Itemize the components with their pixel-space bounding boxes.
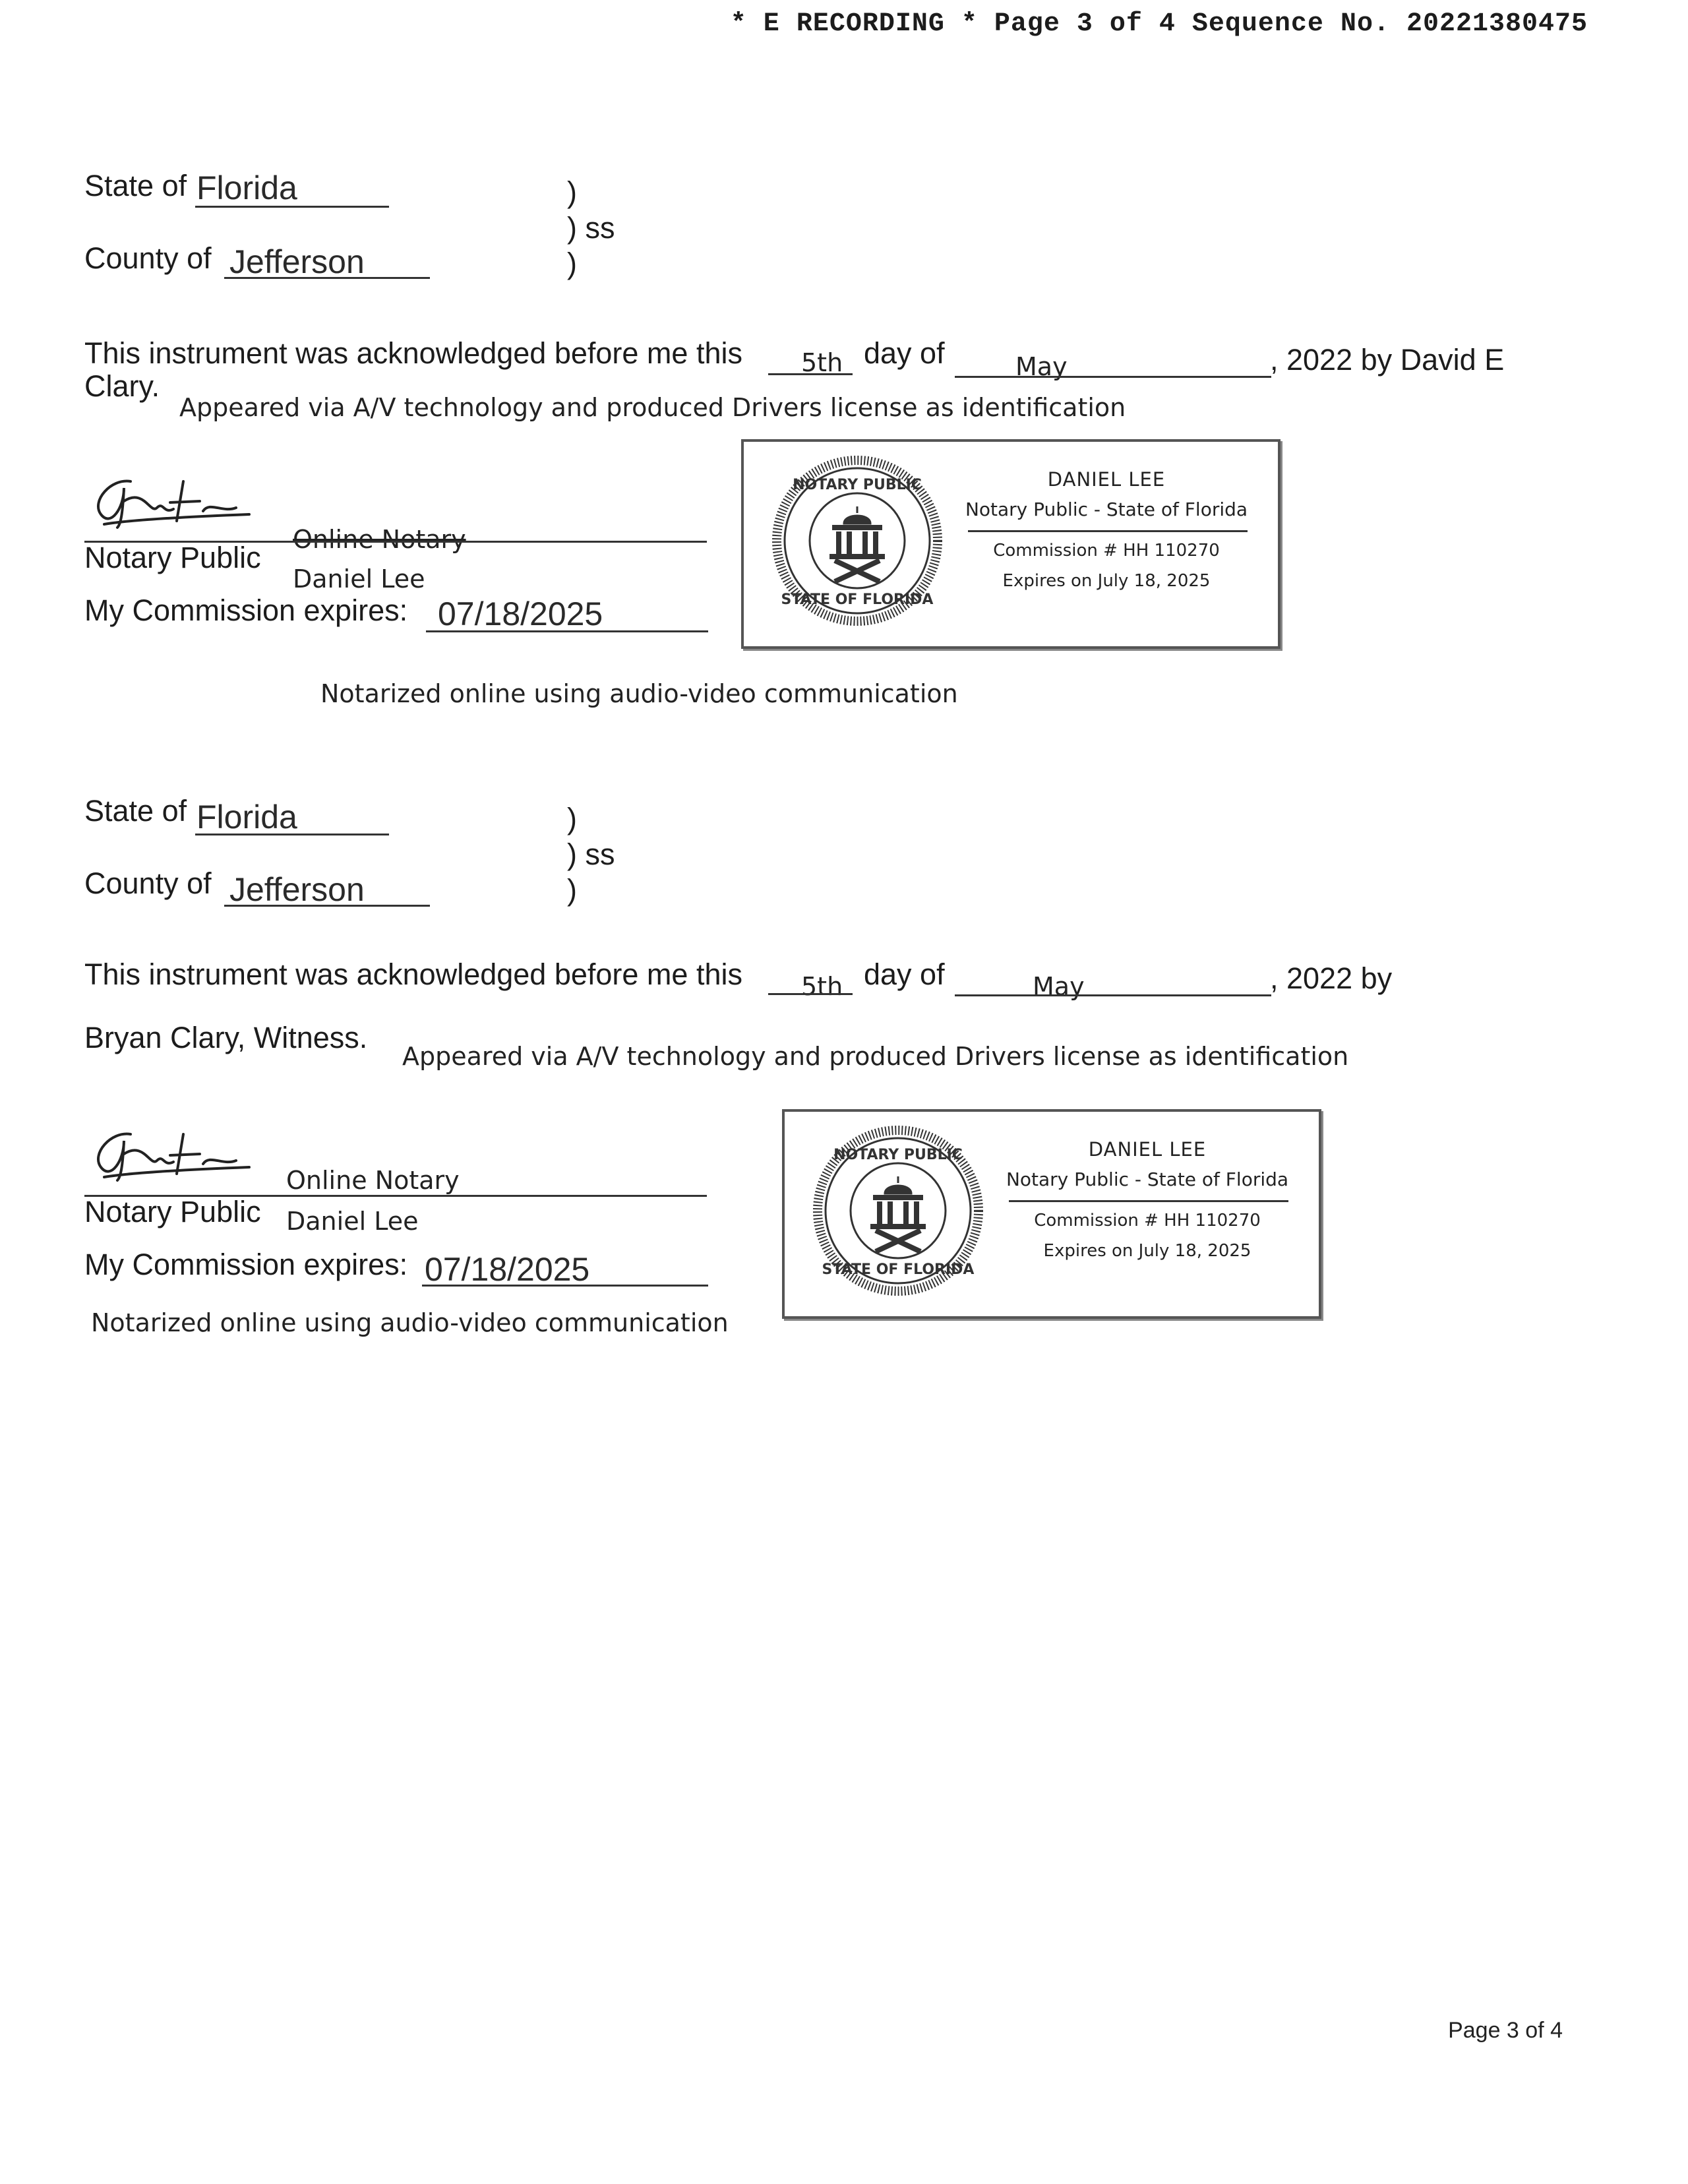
online-notary-label: Online Notary (293, 525, 466, 554)
seal-title: Notary Public - State of Florida (1006, 1168, 1289, 1190)
paren-bottom: ) (567, 873, 577, 907)
ss-label: ) ss (567, 211, 615, 245)
seal-commission: Commission # HH 110270 (993, 541, 1220, 561)
notary-name: Daniel Lee (293, 564, 425, 593)
commission-value: 07/18/2025 (438, 595, 603, 632)
ack-prefix: This instrument was acknowledged before me this (84, 957, 742, 991)
party-name: Clary. (84, 369, 160, 403)
county-label: County of (84, 241, 212, 275)
ack-prefix: This instrument was acknowledged before me this (84, 336, 742, 370)
county-value: Jefferson (229, 243, 365, 280)
page-number: Page 3 of 4 (1448, 2018, 1563, 2043)
recording-header: * E RECORDING * Page 3 of 4 Sequence No. 20221380475 (730, 9, 1588, 39)
seal-expires: Expires on July 18, 2025 (1043, 1241, 1251, 1261)
notary-seal (782, 1109, 1321, 1319)
seal-name: DANIEL LEE (1047, 468, 1166, 491)
month-value: May (1033, 972, 1085, 1001)
appeared-text: Appeared via A/V technology and produced Drivers license as identification (179, 393, 1126, 422)
state-label: State of (84, 169, 187, 202)
appeared-text: Appeared via A/V technology and produced Drivers license as identification (402, 1042, 1349, 1071)
county-label: County of (84, 866, 212, 900)
notary-name: Daniel Lee (286, 1207, 419, 1236)
online-notary-label: Online Notary (286, 1166, 460, 1195)
state-value: Florida (196, 799, 297, 835)
svg-text:NOTARY PUBLIC: NOTARY PUBLIC (833, 1147, 963, 1163)
paren-top: ) (567, 175, 577, 209)
state-value: Florida (196, 169, 297, 206)
year-by: , 2022 by David E (1270, 343, 1505, 377)
seal-title: Notary Public - State of Florida (965, 499, 1248, 520)
commission-label: My Commission expires: (84, 1248, 408, 1281)
day-of-label: day of (864, 957, 945, 991)
day-of-label: day of (864, 336, 945, 370)
day-value: 5th (801, 972, 843, 1001)
state-label: State of (84, 794, 187, 828)
notarized-online-text: Notarized online using audio-video communication (91, 1308, 729, 1337)
commission-label: My Commission expires: (84, 593, 408, 627)
svg-text:STATE OF FLORIDA: STATE OF FLORIDA (822, 1261, 975, 1278)
seal-expires: Expires on July 18, 2025 (1002, 571, 1211, 591)
notarized-online-text: Notarized online using audio-video communication (320, 679, 958, 708)
commission-value: 07/18/2025 (425, 1251, 590, 1288)
svg-text:NOTARY PUBLIC: NOTARY PUBLIC (793, 477, 922, 493)
notary-seal (741, 439, 1281, 649)
paren-top: ) (567, 802, 577, 835)
florida-seal-icon (812, 1125, 984, 1296)
seal-commission: Commission # HH 110270 (1034, 1211, 1261, 1230)
notary-public-label: Notary Public (84, 1195, 261, 1228)
notary-signature (84, 462, 262, 541)
day-value: 5th (801, 348, 843, 377)
notary-signature (84, 1114, 262, 1194)
svg-text:STATE OF FLORIDA: STATE OF FLORIDA (781, 592, 934, 608)
party-name: Bryan Clary, Witness. (84, 1021, 368, 1054)
year-by: , 2022 by (1270, 961, 1393, 995)
seal-name: DANIEL LEE (1088, 1138, 1207, 1161)
paren-bottom: ) (567, 247, 577, 280)
notary-public-label: Notary Public (84, 541, 261, 574)
month-value: May (1015, 352, 1068, 381)
ss-label: ) ss (567, 837, 615, 871)
florida-seal-icon (771, 455, 943, 626)
county-value: Jefferson (229, 871, 365, 908)
